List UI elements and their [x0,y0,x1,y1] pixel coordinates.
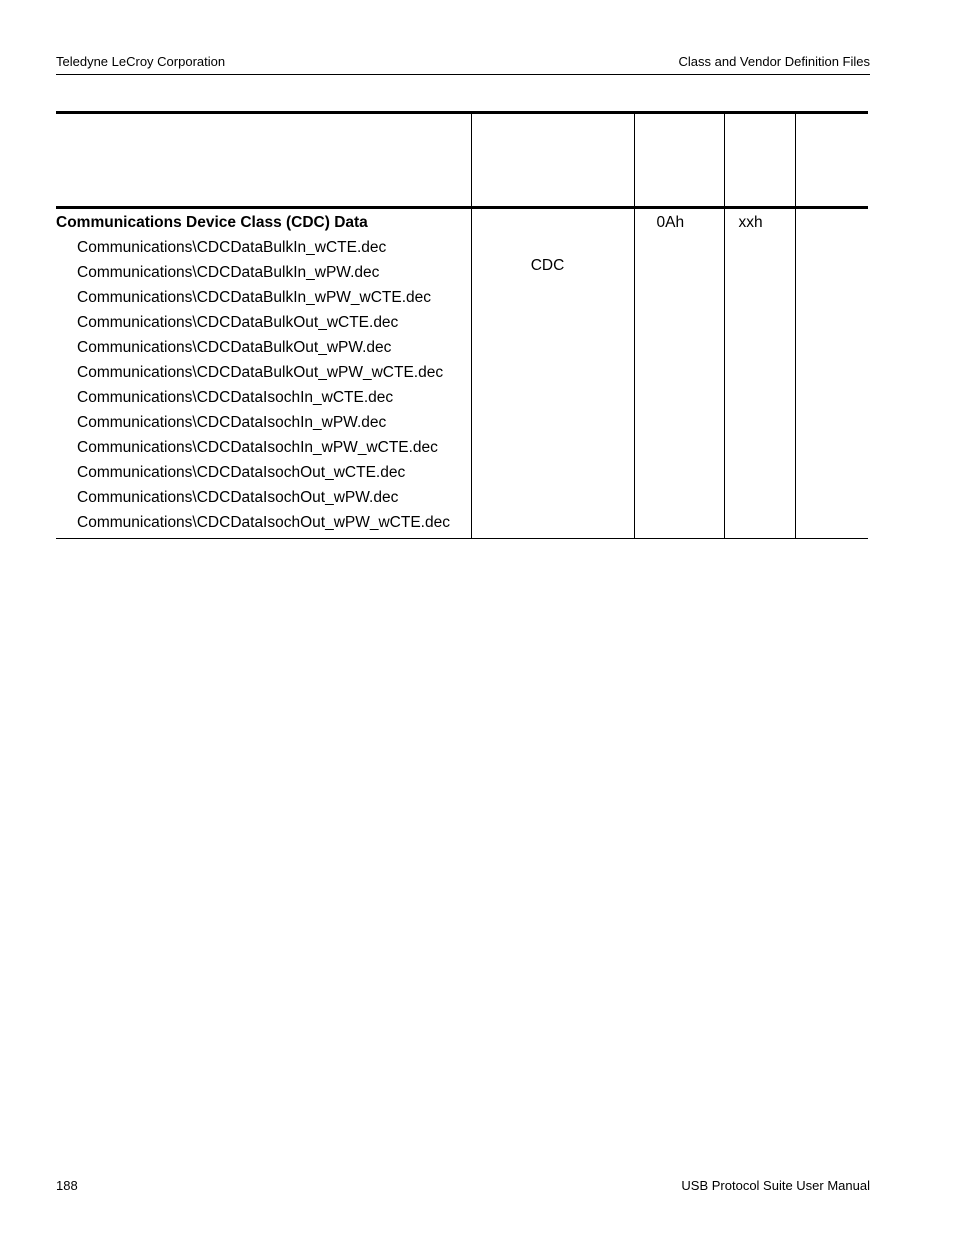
class-code: 0Ah [656,214,685,231]
file-entry: Communications\CDCDataIsochOut_wPW_wCTE.dec [77,514,450,531]
cell-class-code [634,208,724,539]
table-row [56,208,868,539]
subclass-code: xxh [738,214,763,231]
header-company: Teledyne LeCroy Corporation [56,54,226,69]
cell-subclass [724,208,795,539]
definition-files-table [56,111,868,539]
cell-class [471,208,634,539]
header-cell-protocol [795,113,868,208]
header-cell-file [56,113,471,208]
file-entry: Communications\CDCDataIsochIn_wPW_wCTE.dec [77,439,438,456]
file-entry: Communications\CDCDataBulkOut_wPW_wCTE.dec [77,364,444,381]
file-entry: Communications\CDCDataBulkIn_wCTE.dec [77,239,387,256]
header-cell-subclass [724,113,795,208]
table-header-row [56,113,868,208]
cell-protocol [795,208,868,539]
page-number: 188 [56,1178,78,1193]
manual-title: USB Protocol Suite User Manual [681,1178,870,1193]
class-name: CDC [530,257,565,274]
file-entry: Communications\CDCDataIsochIn_wCTE.dec [77,389,394,406]
file-entry: Communications\CDCDataBulkIn_wPW.dec [77,264,380,281]
file-entry: Communications\CDCDataBulkOut_wPW.dec [77,339,392,356]
protocol-code [796,209,869,212]
category-title: Communications Device Class (CDC) Data [56,214,368,231]
header-section-title: Class and Vendor Definition Files [678,54,870,69]
header-divider [56,74,870,75]
file-entry: Communications\CDCDataIsochOut_wPW.dec [77,489,399,506]
file-entry: Communications\CDCDataIsochOut_wCTE.dec [77,464,406,481]
file-entry: Communications\CDCDataIsochIn_wPW.dec [77,414,387,431]
file-entry: Communications\CDCDataBulkOut_wCTE.dec [77,314,399,331]
file-entry: Communications\CDCDataBulkIn_wPW_wCTE.dec [77,289,432,306]
header-cell-class [471,113,634,208]
cell-name [56,208,471,539]
header-cell-class-code [634,113,724,208]
